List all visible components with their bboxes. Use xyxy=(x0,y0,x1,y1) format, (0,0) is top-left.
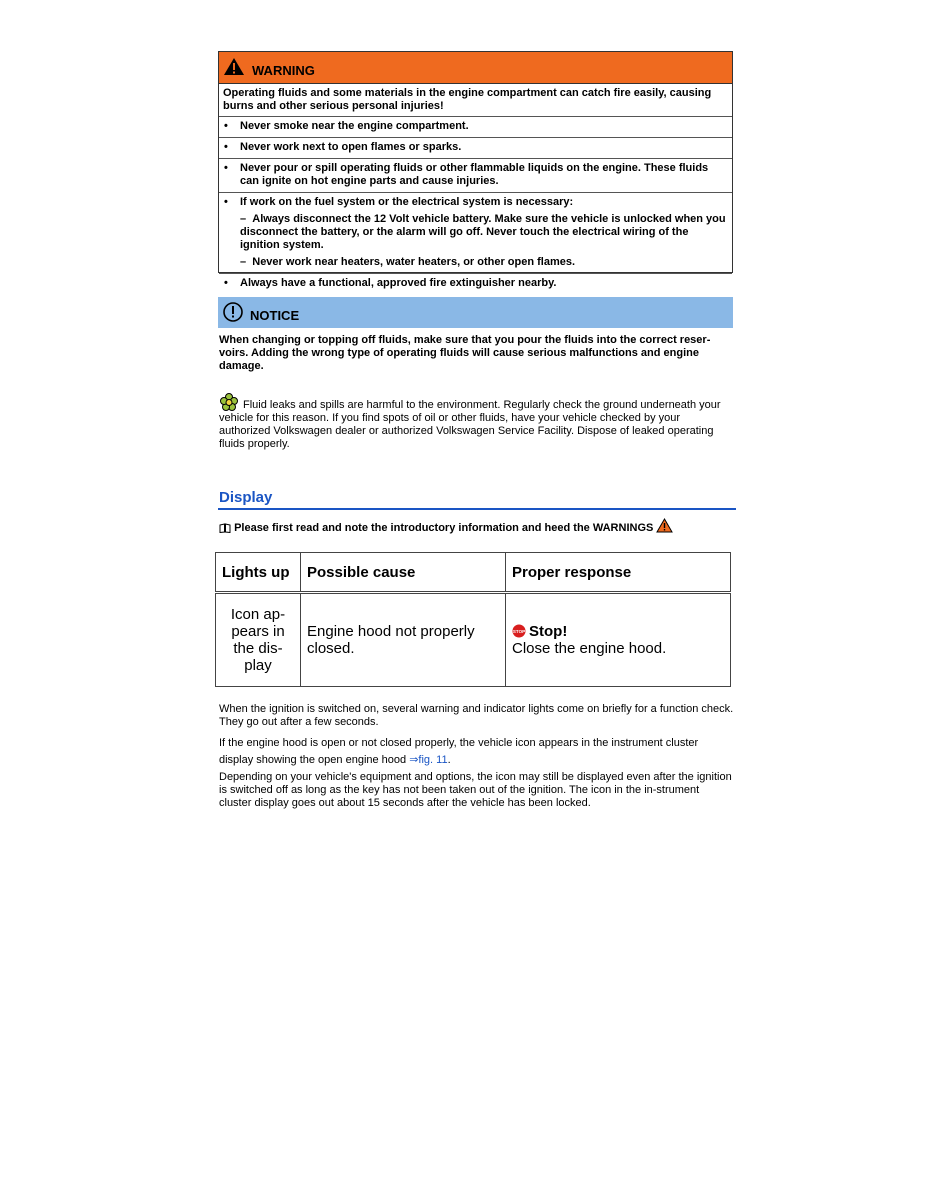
notice-title: NOTICE xyxy=(250,308,300,323)
dash: – xyxy=(240,213,247,225)
environment-text: Fluid leaks and spills are harmful to the environment. Regularly check the ground underneath your vehicle for this reason. If you find spots of oil or other fluids, have your vehicle checked by your authorized Volkswagen dealer or authorized Volkswagen Service Facility. Dispose of leaked operating fluids properly. xyxy=(219,399,721,450)
paragraph-2-text: If the engine hood is open or not closed properly, the vehicle icon appears in the instrument cluster display showing the open engine hood xyxy=(219,737,699,766)
table-cell-cause: Engine hood not properly closed. xyxy=(301,593,506,687)
bullet: • xyxy=(224,120,228,132)
table-header: Possible cause xyxy=(301,553,506,593)
warning-item-text: Never smoke near the engine compartment. xyxy=(240,120,469,132)
warning-triangle-small-icon xyxy=(656,518,673,533)
divider xyxy=(219,137,732,138)
warning-box xyxy=(218,51,733,289)
section-title: Display xyxy=(219,489,273,506)
table-cell-lights-up: Icon ap-pears in the dis-play xyxy=(216,593,301,687)
response-text: Close the engine hood. xyxy=(512,640,667,657)
section-rule xyxy=(218,508,736,510)
stop-sign-icon xyxy=(512,624,526,638)
paragraph-2 xyxy=(219,735,734,769)
divider xyxy=(219,158,732,159)
intro-line xyxy=(219,518,673,536)
bullet: • xyxy=(224,162,228,174)
warning-item xyxy=(223,141,727,154)
figure-link[interactable]: ⇒fig. 11 xyxy=(409,754,448,766)
warning-item xyxy=(223,196,727,209)
warning-subitem xyxy=(223,213,727,252)
warning-subitem-text: Always disconnect the 12 Volt vehicle battery. Make sure the vehicle is unlocked when you disconnect the battery, or the alarm will go off. Never touch the electrical wiring of the ignition system. xyxy=(240,213,726,251)
notice-exclamation-icon xyxy=(222,301,244,323)
notice-header xyxy=(218,297,733,328)
warning-subitem-text: Never work near heaters, water heaters, or other open flames. xyxy=(252,256,576,268)
bullet: • xyxy=(224,141,228,153)
bullet: • xyxy=(224,277,228,289)
divider xyxy=(219,192,732,193)
dash: – xyxy=(240,256,247,268)
book-icon xyxy=(219,523,231,533)
paragraph-1: When the ignition is switched on, several warning and indicator lights come on briefly for a function check. They go out after a few seconds. xyxy=(219,703,734,728)
intro-text: Please first read and note the introductory information and heed the WARNINGS xyxy=(234,522,654,534)
warning-item-text: Always have a functional, approved fire extinguisher nearby. xyxy=(240,277,557,289)
notice-text: When changing or topping off fluids, make sure that you pour the fluids into the correct reser-voirs. Adding the wrong type of operating fluids will cause serious malfunctions and engine damage. xyxy=(219,334,711,372)
display-table xyxy=(215,552,731,687)
warning-header xyxy=(219,52,732,84)
paragraph-3: Depending on your vehicle's equipment and options, the icon may still be displayed even after the ignition is switched off as long as the key has not been taken out of the ignition. The icon in the in-strument cluster display goes out about 15 seconds after the vehicle has been locked. xyxy=(219,771,732,809)
paragraph-2-end: . xyxy=(447,754,451,766)
divider xyxy=(219,273,732,274)
warning-item xyxy=(223,277,727,290)
warning-intro: Operating fluids and some materials in the engine compartment can catch fire easily, causing burns and other serious personal injuries! xyxy=(223,87,712,112)
warning-item xyxy=(223,120,727,133)
table-header: Lights up xyxy=(216,553,301,593)
table-cell-response xyxy=(506,593,731,687)
stop-line xyxy=(512,623,724,640)
table-row xyxy=(216,593,731,687)
warning-item-text: If work on the fuel system or the electrical system is necessary: xyxy=(240,196,574,208)
environment-note xyxy=(219,393,734,451)
stop-title: Stop! xyxy=(529,623,568,640)
table-header: Proper response xyxy=(506,553,731,593)
stop-icon-label: STOP xyxy=(512,629,526,634)
environment-flower-icon xyxy=(219,393,239,411)
warning-subitem xyxy=(223,256,727,269)
divider xyxy=(219,116,732,117)
bullet: • xyxy=(224,196,228,208)
warning-item-text: Never work next to open flames or sparks. xyxy=(240,141,462,153)
warning-body xyxy=(219,84,732,290)
table-header-row xyxy=(216,553,731,593)
warning-item xyxy=(223,162,727,188)
warning-triangle-icon xyxy=(223,57,245,76)
warning-title: WARNING xyxy=(252,63,315,78)
warning-item-text: Never pour or spill operating fluids or other flammable liquids on the engine. These fluids can ignite on hot engine parts and cause injuries. xyxy=(240,162,709,187)
